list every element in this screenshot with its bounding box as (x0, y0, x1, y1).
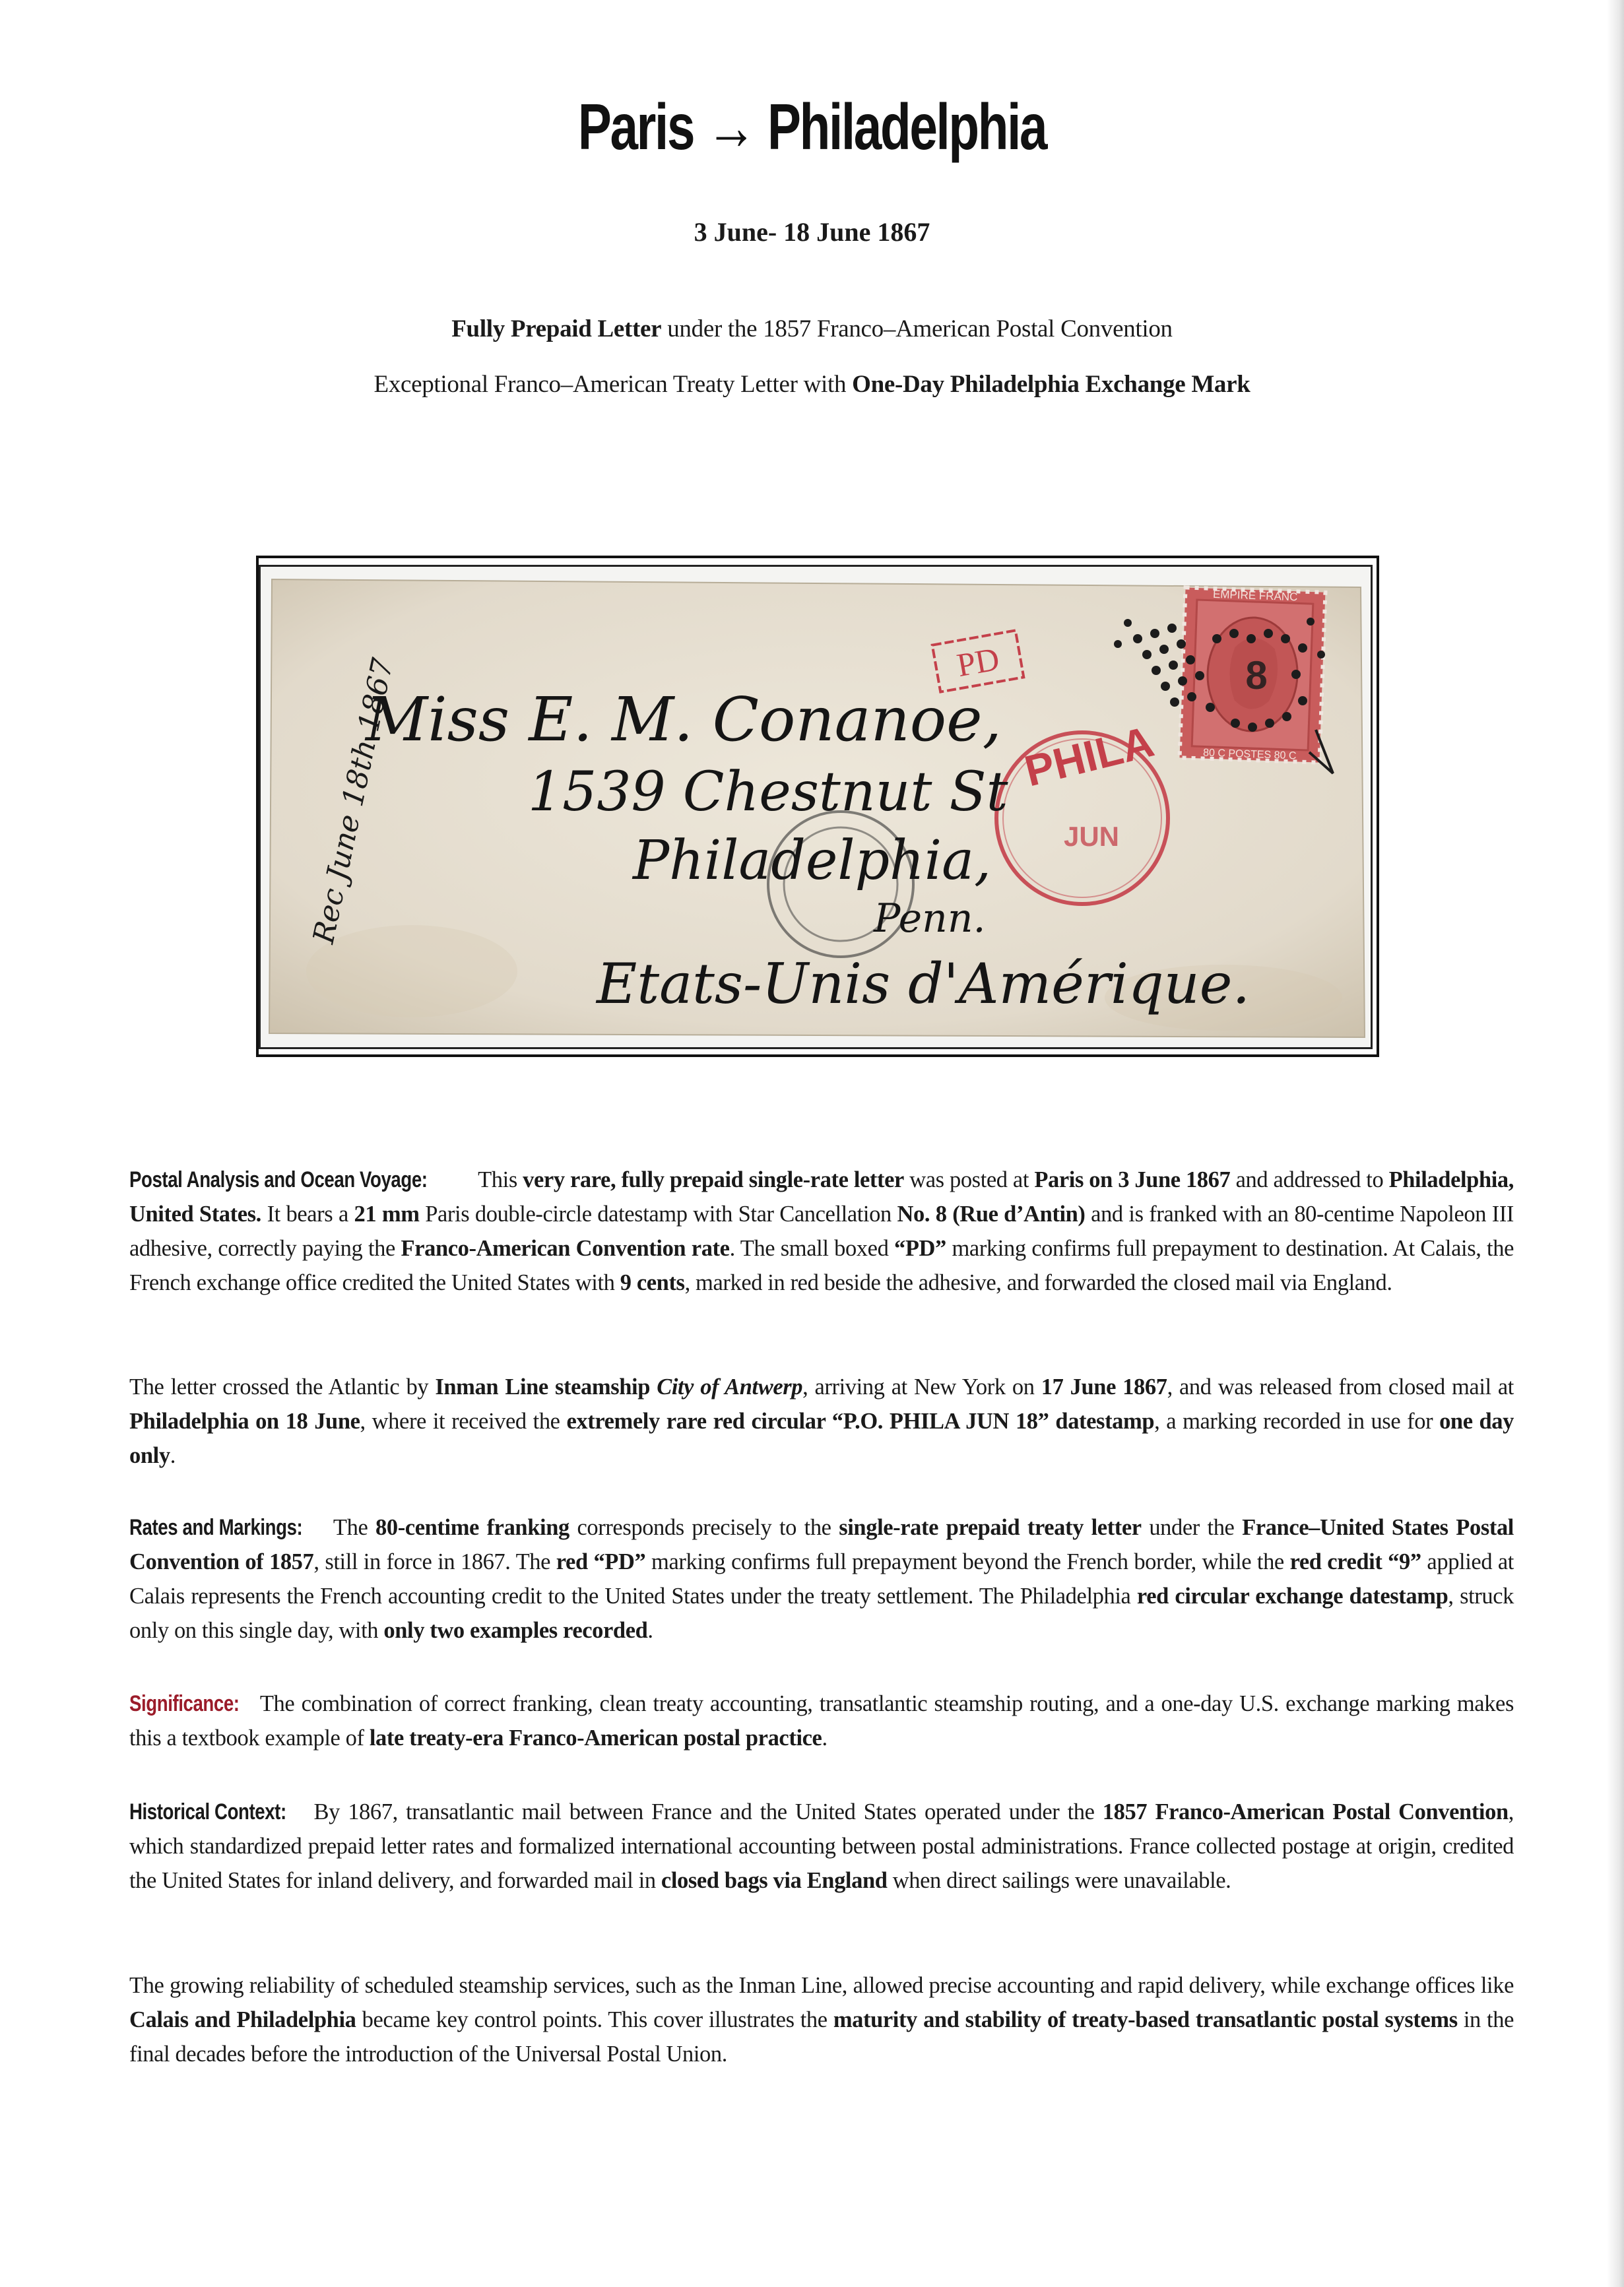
text-run: marking confirms full prepayment beyond the French border, while the (645, 1549, 1290, 1574)
paragraph-ocean-crossing (129, 1370, 1514, 1473)
text-run: under the (1141, 1515, 1243, 1540)
text-run: , struck only on this single day, with (129, 1584, 1514, 1643)
text-run: . The small boxed (729, 1236, 895, 1261)
bold-run: Franco-American Convention rate (401, 1236, 730, 1261)
text-run: , still in force in 1867. The (313, 1549, 556, 1574)
text-run: corresponds precisely to the (569, 1515, 839, 1540)
bold-run: maturity and stability of treaty-based transatlantic postal systems (833, 2007, 1458, 2032)
subtitle-text: under the 1857 Franco–American Postal Convention (661, 315, 1173, 342)
subtitle-bold: One-Day Philadelphia Exchange Mark (852, 371, 1250, 398)
bold-run: very rare, fully prepaid single-rate letter (523, 1167, 904, 1192)
text-run: The (325, 1515, 376, 1540)
bold-run: Inman Line steamship (435, 1374, 657, 1400)
bold-run: France–United States Postal Convention of 1857 (129, 1515, 1514, 1574)
bold-run: 1857 Franco-American Postal Convention (1102, 1799, 1509, 1824)
paragraph-rates-markings (129, 1510, 1514, 1648)
subtitle-bold: Fully Prepaid Letter (451, 315, 662, 342)
bold-run: Calais and Philadelphia (129, 2007, 356, 2032)
text-run: , marked in red beside the adhesive, and forwarded the closed mail via England. (684, 1270, 1392, 1295)
bold-run: 17 June 1867 (1041, 1374, 1167, 1400)
text-run: Paris double-circle datestamp with Star Cancellation (419, 1202, 897, 1227)
text-run: The combination of correct franking, clean treaty accounting, transatlantic steamship routing, and a one-day U.S. exchange marking makes this a textbook example of (129, 1691, 1514, 1751)
text-run: The growing reliability of scheduled steamship services, such as the Inman Line, allowed precise accounting and rapid delivery, while exchange offices like (129, 1973, 1514, 1998)
text-run: By 1867, transatlantic mail between France and the United States operated under the (306, 1799, 1103, 1824)
text-run: and addressed to (1230, 1167, 1389, 1192)
address-line: Philadelphia, (633, 829, 992, 892)
text-run: when direct sailings were unavailable. (887, 1868, 1231, 1893)
paragraph-growing-reliability (129, 1968, 1514, 2071)
pd-text: PD (954, 639, 1002, 684)
bold-run: extremely rare red circular “P.O. PHILA JUN 18” datestamp (566, 1409, 1155, 1434)
bold-run: Paris on 3 June 1867 (1034, 1167, 1231, 1192)
text-run: and is franked with an 80-centime Napoleon III adhesive, correctly paying the (129, 1202, 1514, 1261)
bold-run: 21 mm (354, 1202, 420, 1227)
stamp-bottom-text: 80 C POSTES 80 C (1202, 747, 1297, 762)
address-line: Etats-Unis d'Amérique. (597, 951, 1250, 1016)
text-run: in the final decades before the introduction of the Universal Postal Union. (129, 2007, 1514, 2067)
page-title: Paris → Philadelphia (577, 90, 1047, 163)
bold-run: red credit “9” (1289, 1549, 1421, 1574)
bold-run: only two examples recorded (383, 1618, 648, 1643)
cds-date-text: JUN (1063, 821, 1120, 852)
address-line: Penn. (874, 895, 986, 942)
text-run: . (822, 1725, 828, 1751)
ship-name: City of Antwerp (657, 1374, 803, 1400)
text-run: became key control points. This cover illustrates the (356, 2007, 833, 2032)
text-run: , arriving at New York on (802, 1374, 1041, 1400)
address-line: Miss E. M. Conanoe, (366, 684, 1002, 755)
text-run: This (472, 1167, 523, 1192)
bold-run: “PD” (894, 1236, 946, 1261)
section-lead: Significance: (129, 1691, 240, 1716)
paragraph-significance (129, 1687, 1514, 1755)
receipt-docket: Rec June 18th 1867 (306, 655, 401, 947)
star-numeral: 8 (1245, 653, 1268, 697)
text-run: applied at Calais represents the French accounting credit to the United States under the treaty settlement. The Philadelphia (129, 1549, 1514, 1609)
subtitle-text: Exceptional Franco–American Treaty Letter with (374, 371, 853, 398)
cover-envelope-image (267, 575, 1367, 1045)
bold-run: single-rate prepaid treaty letter (839, 1515, 1142, 1540)
date-range: 3 June- 18 June 1867 (694, 217, 930, 247)
bold-run: closed bags via England (661, 1868, 888, 1893)
bold-run: Philadelphia, United States. (129, 1167, 1514, 1227)
bold-run: 9 cents (620, 1270, 685, 1295)
text-run: . (647, 1618, 653, 1643)
paragraph-postal-analysis (129, 1163, 1514, 1300)
bold-run: Philadelphia on 18 June (129, 1409, 360, 1434)
text-run: , and was released from closed mail at (1167, 1374, 1514, 1400)
section-lead: Rates and Markings: (129, 1515, 303, 1540)
bold-run: red “PD” (556, 1549, 646, 1574)
text-run: , a marking recorded in use for (1154, 1409, 1440, 1434)
bold-run: No. 8 (Rue d’Antin) (897, 1202, 1086, 1227)
text-run: marking confirms full prepayment to destination. At Calais, the French exchange office credited the United States with (129, 1236, 1514, 1295)
bold-run: 80-centime franking (375, 1515, 569, 1540)
text-run: was posted at (903, 1167, 1035, 1192)
text-run: , which standardized prepaid letter rates and formalized international accounting between postal administrations. France collected postage at origin, credited the United States for inland delivery, and forwarded mail in (129, 1799, 1514, 1893)
section-lead: Postal Analysis and Ocean Voyage: (129, 1167, 428, 1192)
bold-run: red circular exchange datestamp (1136, 1584, 1448, 1609)
address-line: 1539 Chestnut St (528, 761, 1008, 823)
text-run: , where it received the (360, 1409, 567, 1434)
paragraph-historical-context (129, 1795, 1514, 1898)
text-run: It bears a (261, 1202, 354, 1227)
cds-city-text: PHILA (1020, 716, 1159, 796)
stamp-top-text: EMPIRE FRANC (1212, 587, 1298, 604)
bold-run: one day only (129, 1409, 1514, 1468)
text-run: The letter crossed the Atlantic by (129, 1374, 436, 1400)
section-lead: Historical Context: (129, 1799, 286, 1824)
text-run: . (170, 1443, 176, 1468)
bold-run: late treaty-era Franco-American postal practice (369, 1725, 822, 1751)
subtitle-line-2 (0, 368, 1624, 401)
subtitle-line-1 (0, 313, 1624, 346)
